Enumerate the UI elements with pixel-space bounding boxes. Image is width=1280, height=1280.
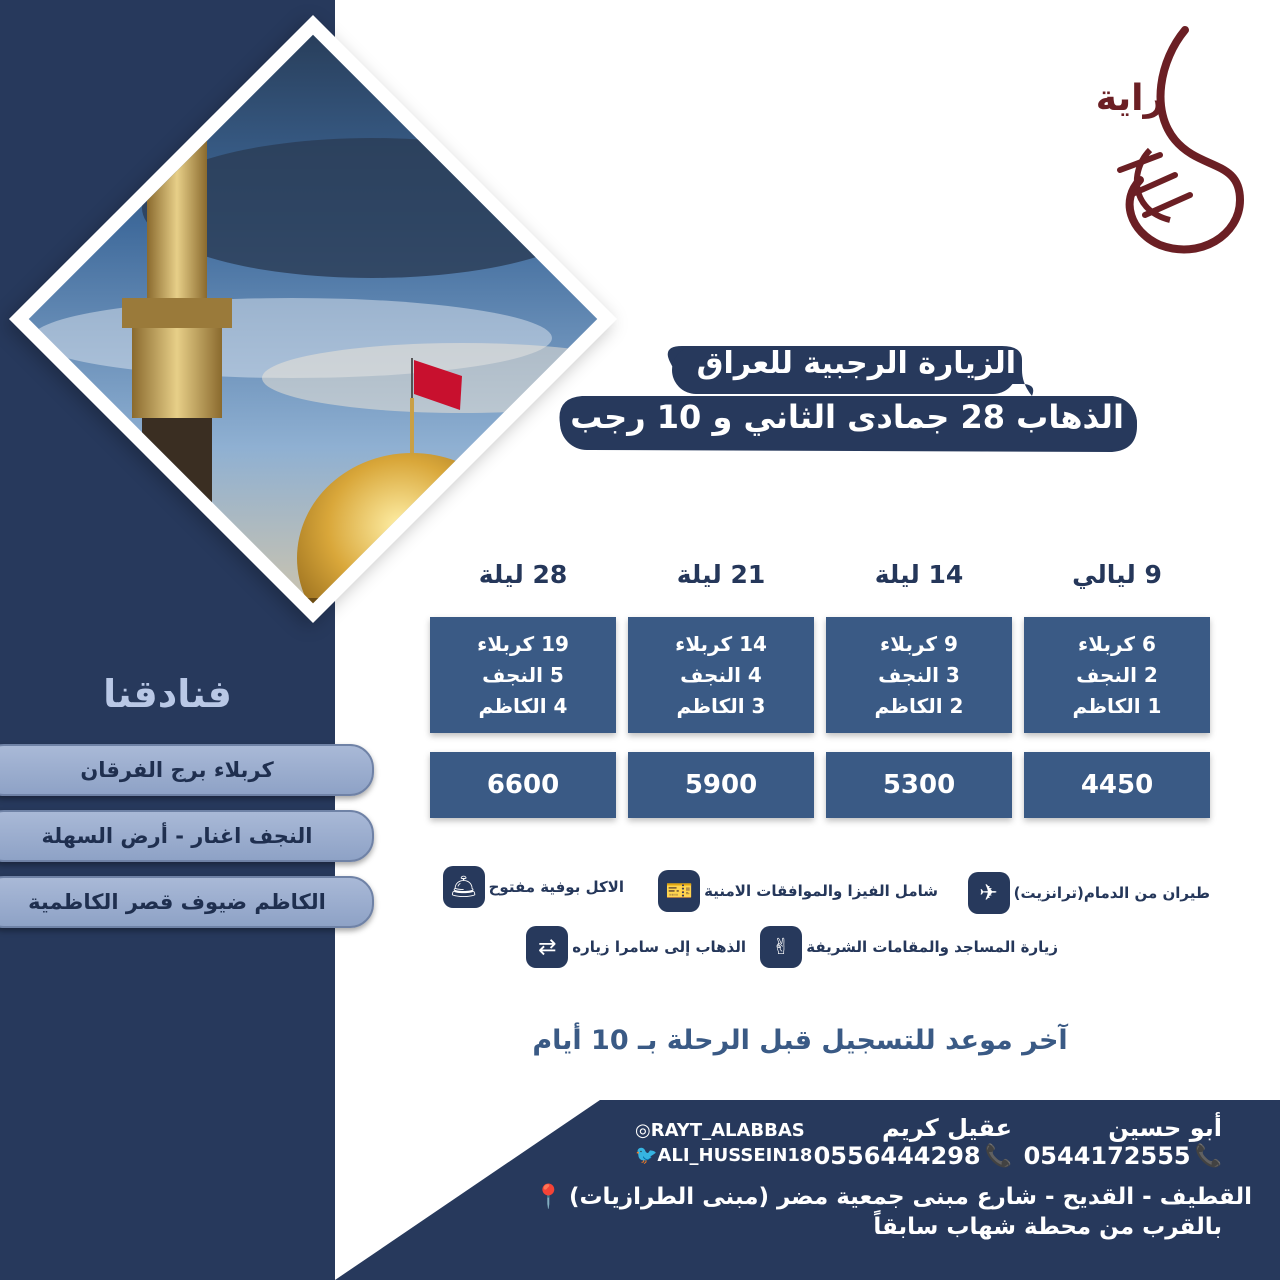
twitter-icon: 🐦 [635, 1145, 658, 1166]
feature-food-text: الاكل بوفية مفتوح [488, 878, 624, 896]
package-price-9: 4450 [1024, 752, 1210, 818]
breakdown-line: 2 النجف [1076, 663, 1158, 687]
instagram-handle[interactable]: ◎RAYT_ALABBAS [635, 1120, 805, 1141]
package-price-14: 5300 [826, 752, 1012, 818]
contact-name: عقيل كريم [882, 1114, 1012, 1142]
feature-samarra [526, 926, 750, 968]
package-breakdown-14 [826, 617, 1012, 733]
package-nights-21: 21 ليلة [676, 560, 766, 589]
feature-samarra-text: الذهاب إلى سامرا زياره [572, 938, 746, 956]
breakdown-line: 1 الكاظم [1072, 694, 1162, 718]
breakdown-line: 6 كربلاء [1078, 632, 1156, 656]
ticket-icon: 🎫 [658, 870, 700, 912]
address-line-2: بالقرب من محطة شهاب سابقاً [873, 1214, 1222, 1240]
contact-phone[interactable]: 0544172555 [1023, 1142, 1191, 1170]
swap-arrows-icon: ⇄ [526, 926, 568, 968]
breakdown-line: 5 النجف [482, 663, 564, 687]
airplane-icon: ✈ [968, 872, 1010, 914]
rayat-alabbas-logo [1090, 20, 1260, 270]
hotel-kadhimiya: الكاظم ضيوف قصر الكاظمية [0, 876, 374, 928]
breakdown-line: 14 كربلاء [675, 632, 767, 656]
phone-icon: 📞 [984, 1143, 1012, 1169]
hotel-najaf: النجف اغنار - أرض السهلة [0, 810, 374, 862]
contact-aqeel-kareem [814, 1114, 1012, 1170]
package-nights-9: 9 ليالي [1072, 560, 1162, 589]
footer [0, 1100, 1280, 1280]
contact-abu-hussein [1024, 1114, 1222, 1170]
hand-icon: ✌ [760, 926, 802, 968]
feature-visa [658, 870, 942, 912]
logo-text-abbas: العباس [1185, 224, 1220, 238]
contact-name: أبو حسين [1108, 1114, 1222, 1142]
food-cloche-icon: 🛎 [443, 866, 485, 908]
package-nights-28: 28 ليلة [478, 560, 568, 589]
address-line-1: القطيف - القديح - شارع مبنى جمعية مضر (مبنى الطرازيات) [568, 1184, 1252, 1210]
breakdown-line: 3 الكاظم [676, 694, 766, 718]
breakdown-line: 19 كربلاء [477, 632, 569, 656]
breakdown-line: 4 الكاظم [478, 694, 568, 718]
feature-mosques [760, 926, 1062, 968]
package-breakdown-21 [628, 617, 814, 733]
feature-visa-text: شامل الفيزا والموافقات الامنية [704, 882, 938, 900]
hotel-karbala: كربلاء برج الفرقان [0, 744, 374, 796]
title-line-2: الذهاب 28 جمادى الثاني و 10 رجب [570, 398, 1124, 436]
logo-text-raya: راية [1095, 78, 1165, 119]
package-price-21: 5900 [628, 752, 814, 818]
breakdown-line: 9 كربلاء [880, 632, 958, 656]
package-nights-14: 14 ليلة [874, 560, 964, 589]
twitter-handle[interactable]: 🐦ALI_HUSSEIN18 [635, 1145, 813, 1166]
title-banner [552, 340, 1142, 460]
address [534, 1182, 1252, 1242]
hotels-title: فنادقنا [103, 672, 232, 716]
package-price-28: 6600 [430, 752, 616, 818]
title-line-1: الزيارة الرجبية للعراق [696, 346, 1016, 381]
package-breakdown-9 [1024, 617, 1210, 733]
phone-icon: 📞 [1194, 1143, 1222, 1169]
instagram-icon: ◎ [635, 1120, 651, 1141]
breakdown-line: 2 الكاظم [874, 694, 964, 718]
feature-flight-text: طيران من الدمام(ترانزيت) [1013, 884, 1210, 902]
feature-food [443, 866, 628, 908]
breakdown-line: 4 النجف [680, 663, 762, 687]
location-pin-icon: 📍 [534, 1184, 563, 1210]
feature-mosques-text: زيارة المساجد والمقامات الشريفة [806, 938, 1058, 956]
registration-deadline: آخر موعد للتسجيل قبل الرحلة بـ 10 أيام [532, 1025, 1068, 1056]
package-breakdown-28 [430, 617, 616, 733]
contact-phone[interactable]: 0556444298 [813, 1142, 981, 1170]
feature-flight [968, 872, 1214, 914]
breakdown-line: 3 النجف [878, 663, 960, 687]
